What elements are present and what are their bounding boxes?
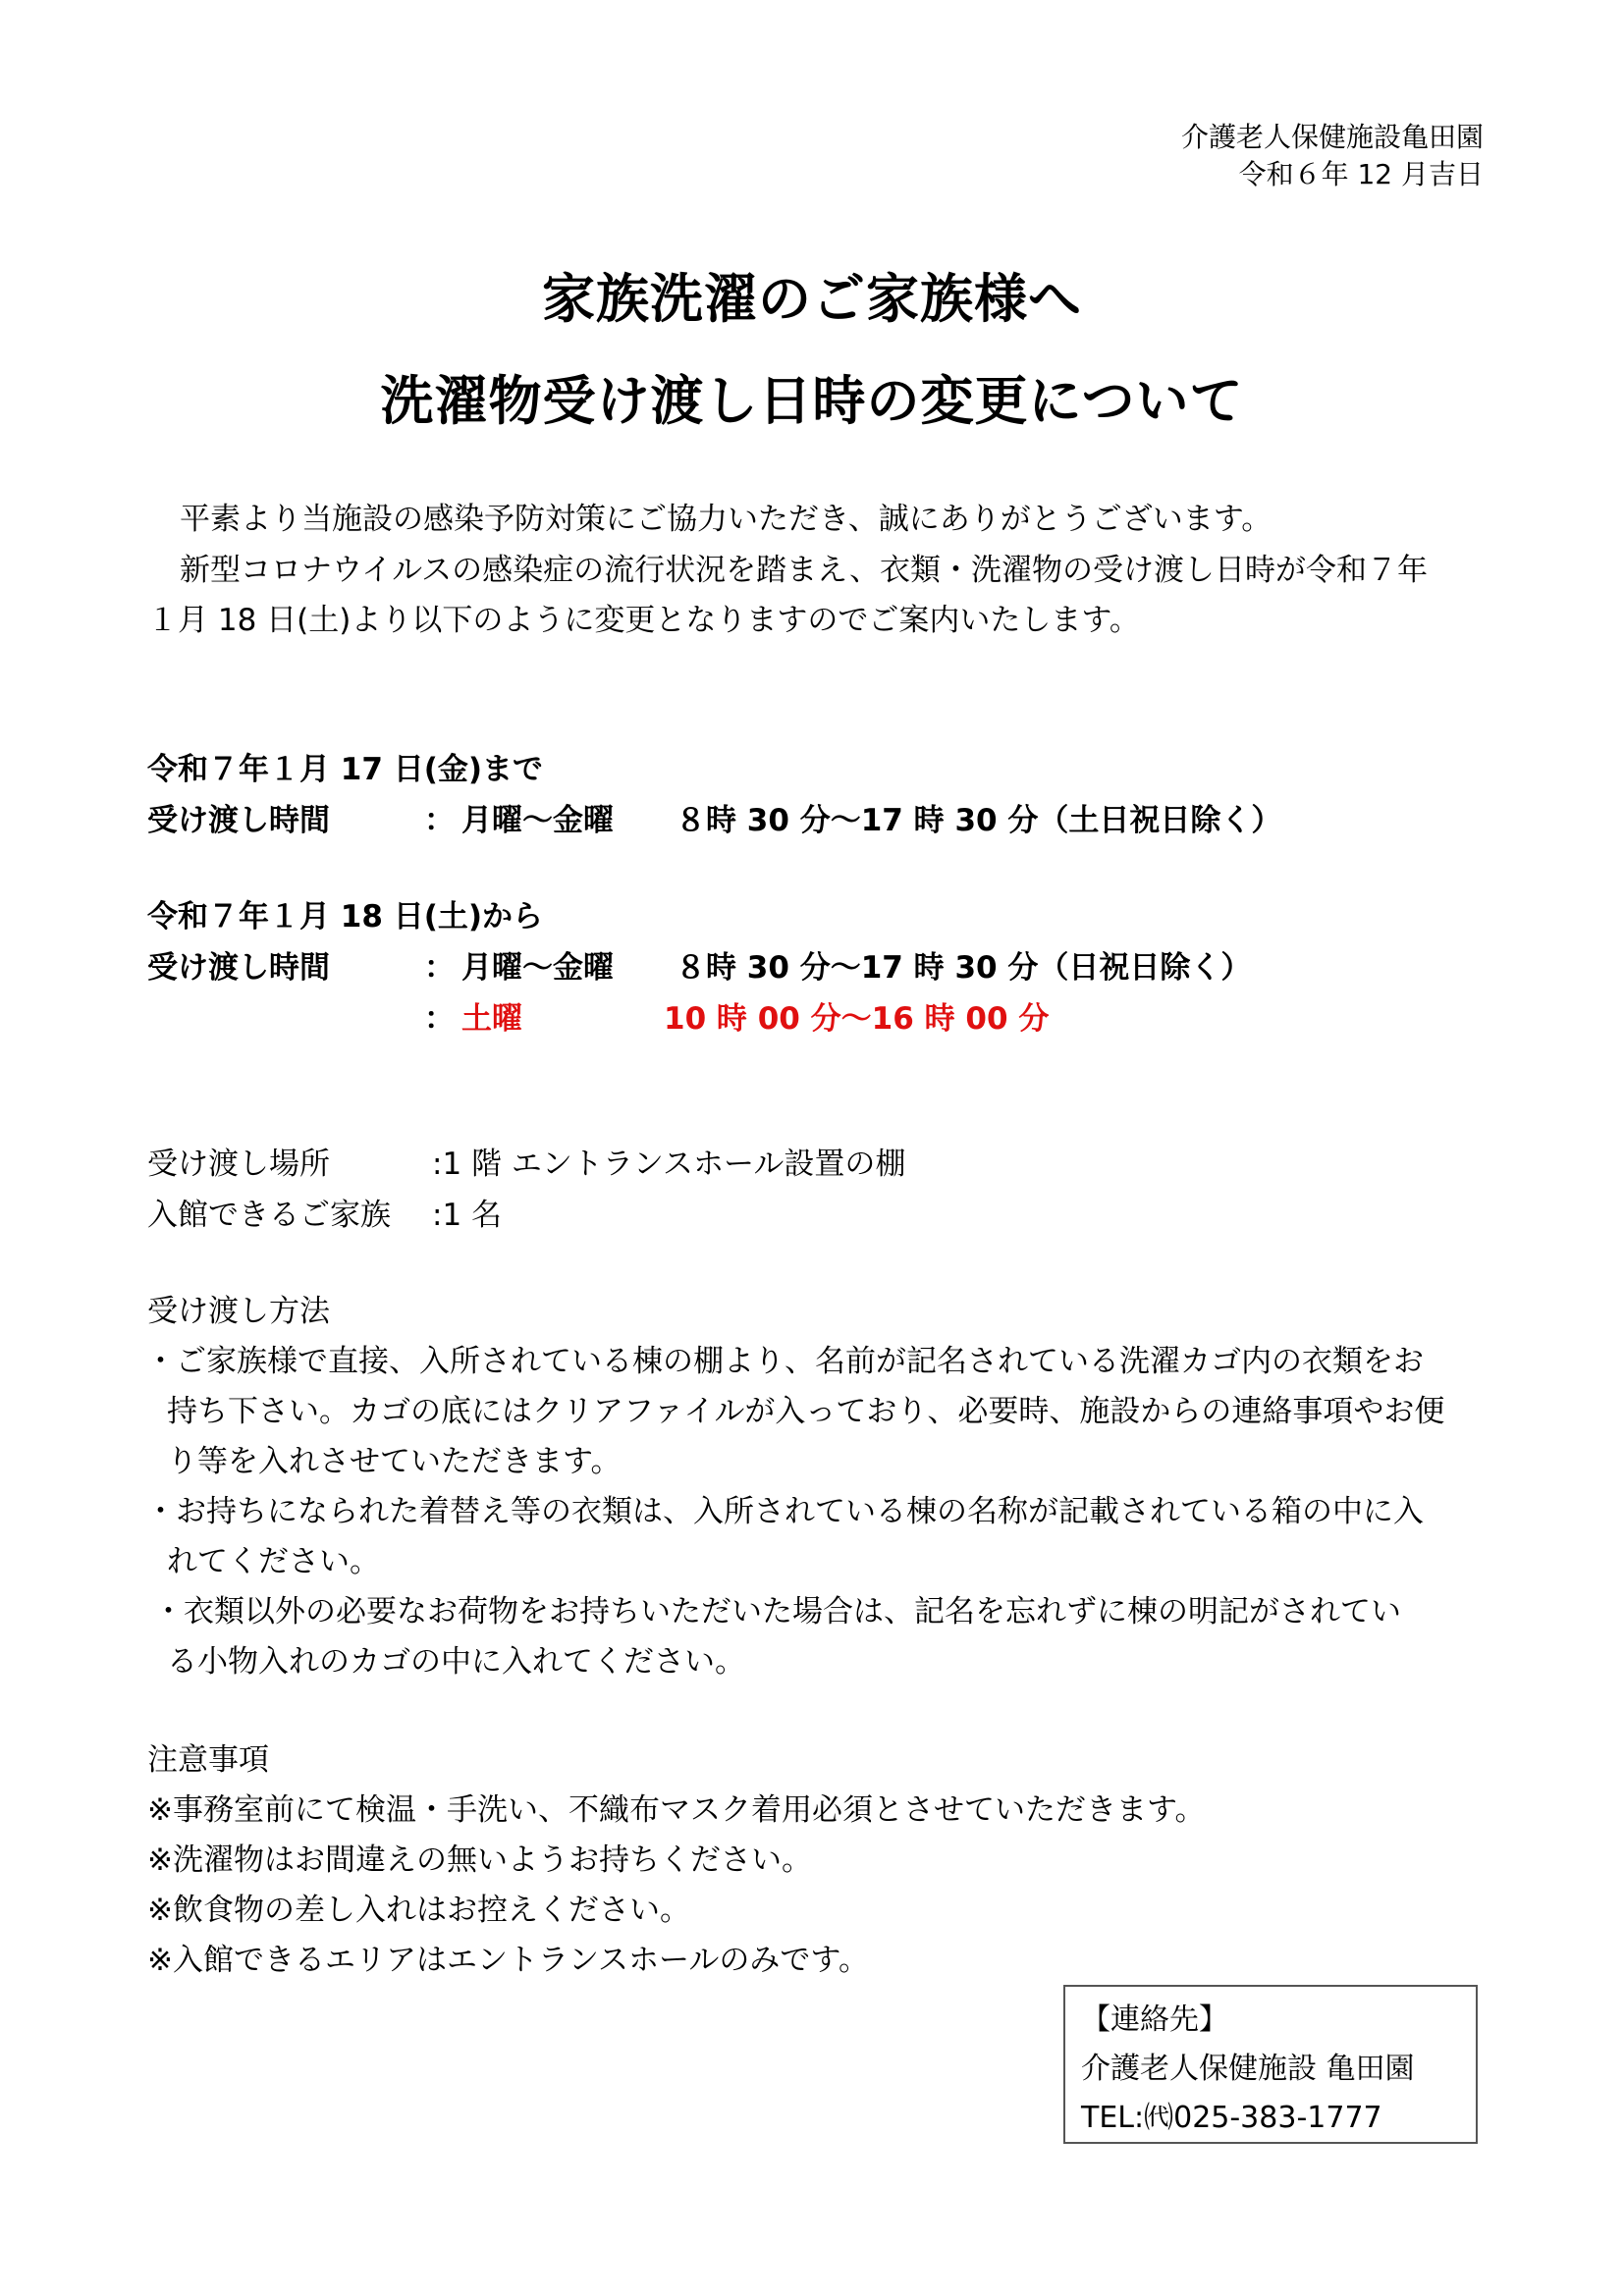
saturday-colon: ： — [424, 1001, 455, 1037]
schedule-before-label: 受け渡し時間 — [147, 803, 330, 838]
page-title-line1: 家族洗濯のご家族様へ — [542, 268, 1082, 330]
method-line-3: り等を入れさせていただきます。 — [167, 1444, 622, 1479]
schedule-before-heading: 令和７年１月 17 日(金)まで — [147, 752, 544, 787]
issue-date: 令和６年 12 月吉日 — [1238, 158, 1484, 190]
facility-name: 介護老人保健施設亀田園 — [1180, 121, 1484, 153]
method-line-1: ・ご家族様で直接、入所されている棟の棚より、名前が記名されている洗濯カゴ内の衣類をお — [145, 1344, 1424, 1379]
method-line-7: る小物入れのカゴの中に入れてください。 — [167, 1644, 745, 1680]
page-title-line2: 洗濯物受け渡し日時の変更について — [380, 370, 1244, 432]
schedule-before-days: 月曜～金曜 — [461, 803, 614, 838]
schedule-after-colon: ： — [424, 950, 455, 986]
method-line-4: ・お持ちになられた着替え等の衣類は、入所されている棟の名称が記載されている箱の中に入 — [145, 1494, 1424, 1529]
schedule-before-colon: ： — [424, 803, 455, 838]
saturday-time: 10 時 00 分～16 時 00 分 — [664, 1001, 1050, 1037]
method-heading: 受け渡し方法 — [147, 1294, 330, 1329]
method-line-5: れてください。 — [167, 1544, 380, 1579]
schedule-after-heading: 令和７年１月 18 日(土)から — [147, 899, 544, 934]
note-item-1: ※事務室前にて検温・手洗い、不織布マスク着用必須とさせていただきます。 — [147, 1792, 1206, 1828]
contact-tel: TEL:㈹025-383-1777 — [1081, 2101, 1382, 2135]
intro-line-3: １月 18 日(土)より以下のように変更となりますのでご案内いたします。 — [147, 603, 1140, 638]
intro-line-1: 平素より当施設の感染予防対策にご協力いただき、誠にありがとうございます。 — [180, 502, 1272, 537]
note-item-2: ※洗濯物はお間違えの無いようお持ちください。 — [147, 1842, 812, 1878]
place-value: :1 階 エントランスホール設置の棚 — [432, 1147, 906, 1182]
visitors-label: 入館できるご家族 — [147, 1198, 391, 1233]
schedule-after-time: ８時 30 分～17 時 30 分（日祝日除く） — [676, 950, 1252, 986]
contact-name: 介護老人保健施設 亀田園 — [1081, 2052, 1415, 2086]
intro-line-2: 新型コロナウイルスの感染症の流行状況を踏まえ、衣類・洗濯物の受け渡し日時が令和７年 — [180, 553, 1428, 588]
notes-heading: 注意事項 — [147, 1742, 269, 1778]
contact-box — [1063, 1985, 1478, 2144]
note-item-4: ※入館できるエリアはエントランスホールのみです。 — [147, 1943, 869, 1978]
schedule-before-time: ８時 30 分～17 時 30 分（土日祝日除く） — [676, 803, 1282, 838]
note-item-3: ※飲食物の差し入れはお控えください。 — [147, 1893, 690, 1928]
visitors-value: :1 名 — [432, 1198, 503, 1233]
saturday-days: 土曜 — [461, 1001, 522, 1037]
method-line-6: ・衣類以外の必要なお荷物をお持ちいただいた場合は、記名を忘れずに棟の明記がされてい — [153, 1594, 1401, 1629]
schedule-after-days: 月曜～金曜 — [461, 950, 614, 986]
place-label: 受け渡し場所 — [147, 1147, 330, 1182]
schedule-after-label: 受け渡し時間 — [147, 950, 330, 986]
contact-heading: 【連絡先】 — [1081, 2002, 1228, 2037]
method-line-2: 持ち下さい。カゴの底にはクリアファイルが入っており、必要時、施設からの連絡事項やお便 — [167, 1394, 1445, 1429]
